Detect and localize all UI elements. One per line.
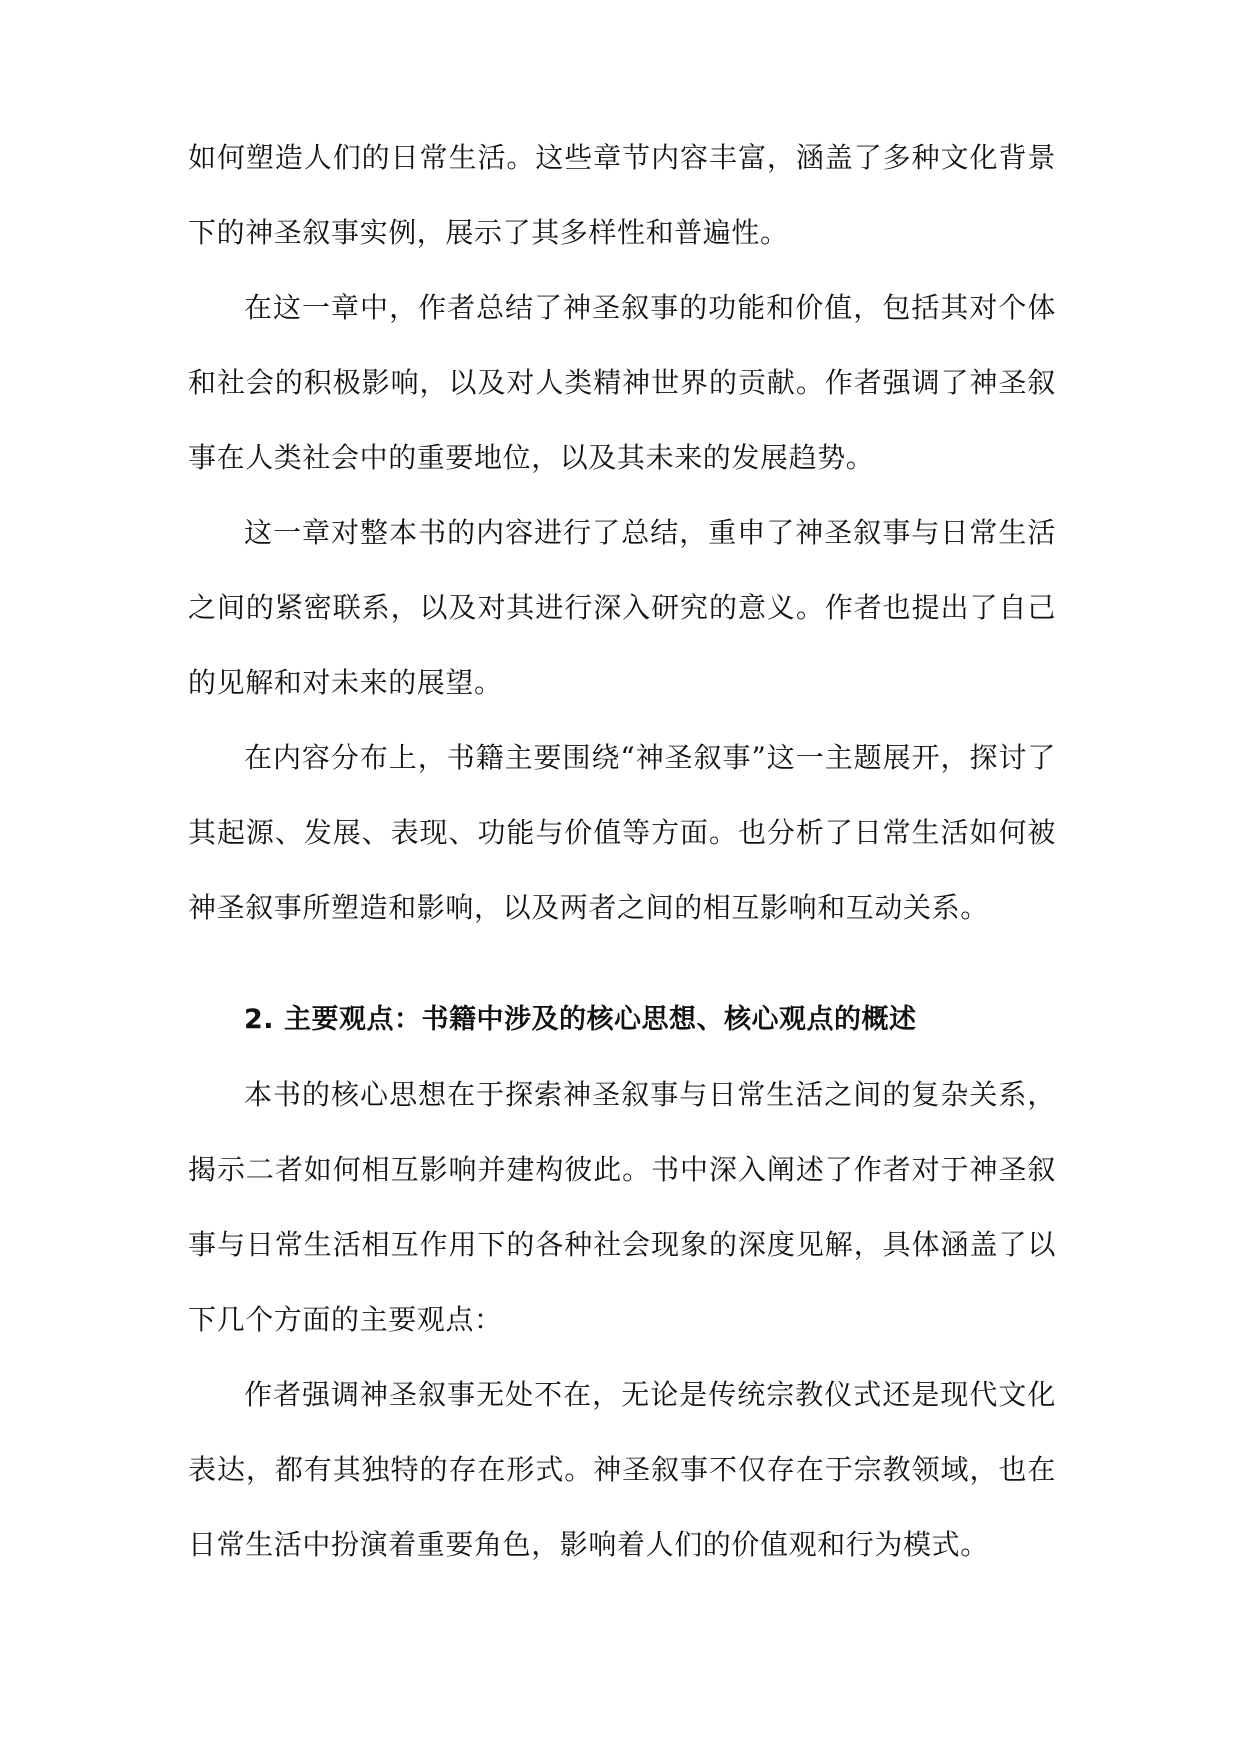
paragraph-continuation: 如何塑造人们的日常生活。这些章节内容丰富，涵盖了多种文化背景下的神圣叙事实例，展示了其多样性和普遍性。: [188, 141, 1056, 249]
paragraph-sacred-narrative-everywhere: 作者强调神圣叙事无处不在，无论是传统宗教仪式还是现代文化表达，都有其独特的存在形式。神圣叙事不仅存在于宗教领域，也在日常生活中扮演着重要角色，影响着人们的价值观和行为模式。: [188, 1378, 1056, 1561]
paragraph-book-conclusion: 这一章对整本书的内容进行了总结，重申了神圣叙事与日常生活之间的紧密联系，以及对其进行深入研究的意义。作者也提出了自己的见解和对未来的展望。: [188, 516, 1056, 699]
section-heading: 2. 主要观点：书籍中涉及的核心思想、核心观点的概述: [244, 1004, 917, 1035]
paragraph-chapter-summary: 在这一章中，作者总结了神圣叙事的功能和价值，包括其对个体和社会的积极影响，以及对人类精神世界的贡献。作者强调了神圣叙事在人类社会中的重要地位，以及其未来的发展趋势。: [188, 291, 1056, 474]
paragraph-core-ideas: 本书的核心思想在于探索神圣叙事与日常生活之间的复杂关系，揭示二者如何相互影响并建构彼此。书中深入阐述了作者对于神圣叙事与日常生活相互作用下的各种社会现象的深度见解，具体涵盖了以下几个方面的主要观点：: [188, 1078, 1056, 1336]
paragraph-content-distribution: 在内容分布上，书籍主要围绕“神圣叙事”这一主题展开，探讨了其起源、发展、表现、功能与价值等方面。也分析了日常生活如何被神圣叙事所塑造和影响，以及两者之间的相互影响和互动关系。: [188, 741, 1056, 924]
